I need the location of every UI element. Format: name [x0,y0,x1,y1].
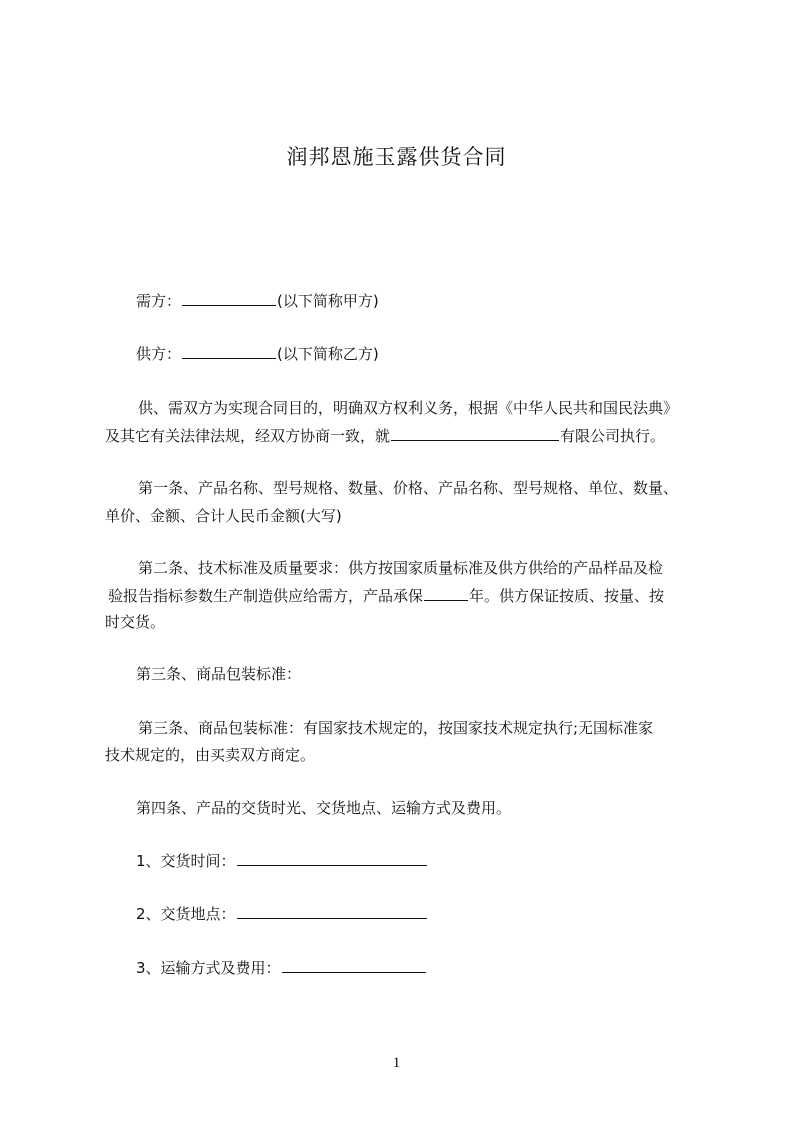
transport-label: 3、运输方式及费用： [136,959,281,977]
buyer-suffix: (以下简称甲方) [277,292,379,310]
article3-heading: 第三条、商品包装标准： [136,665,302,683]
article3-line-1: 第三条、商品包装标准：有国家技术规定的，按国家技术规定执行;无国标准家 [138,719,654,737]
delivery-place-label: 2、交货地点： [136,905,236,923]
intro-blank [391,426,559,441]
article2-text-a: 验报告指标参数生产制造供应给需方，产品承保 [108,587,424,605]
delivery-time-line [136,846,756,876]
seller-suffix: (以下简称乙方) [277,345,379,363]
delivery-place-blank [237,904,427,919]
buyer-label: 需方： [136,292,182,310]
intro-text-b: 有限公司执行。 [560,427,666,445]
warranty-blank [424,586,468,601]
seller-blank [182,344,276,359]
transport-line [136,953,756,983]
article1-line-2: 单价、金额、合计人民币金额(大写) [105,507,342,525]
buyer-blank [182,291,276,306]
page-number: 1 [392,1055,401,1071]
delivery-place-line [136,899,756,929]
seller-line [136,339,756,369]
delivery-time-blank [237,851,427,866]
article3-line-2: 技术规定的，由买卖双方商定。 [105,746,316,764]
intro-line-1: 供、需双方为实现合同目的，明确双方权利义务，根据《中华人民共和国民法典》 [138,399,679,417]
page-title: 润邦恩施玉露供货合同 [286,145,507,169]
transport-blank [282,958,426,973]
article2-line-3: 时交货。 [105,613,166,631]
seller-label: 供方： [136,345,182,363]
article2-line-1: 第二条、技术标准及质量要求：供方按国家质量标准及供方供给的产品样品及检 [138,559,664,577]
intro-line-2 [105,421,725,451]
article4-heading: 第四条、产品的交货时光、交货地点、运输方式及费用。 [136,799,512,817]
delivery-time-label: 1、交货时间： [136,852,236,870]
buyer-line [136,286,756,316]
intro-text-a: 及其它有关法律法规，经双方协商一致，就 [105,427,391,445]
article1-line-1: 第一条、产品名称、型号规格、数量、价格、产品名称、型号规格、单位、数量、 [138,479,679,497]
article2-text-b: 年。供方保证按质、按量、按 [469,587,665,605]
